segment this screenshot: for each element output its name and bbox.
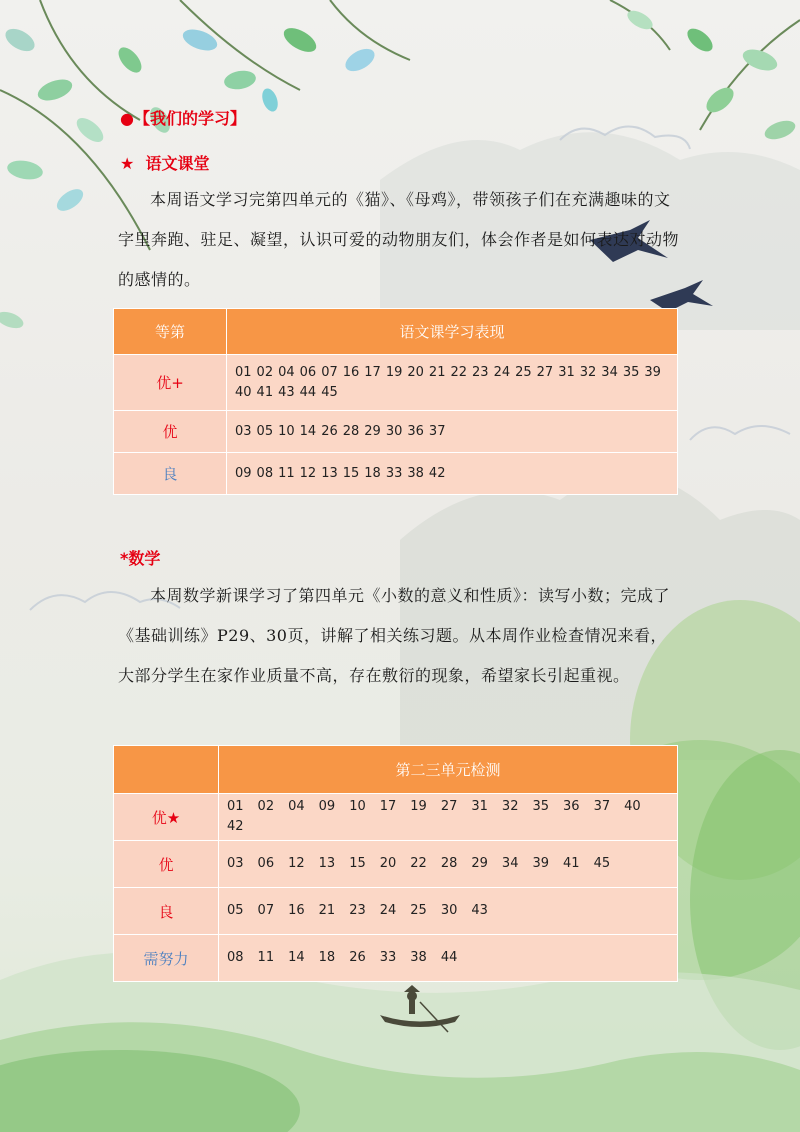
student-number: 25 bbox=[515, 364, 532, 380]
student-number: 32 bbox=[501, 799, 519, 814]
student-number: 45 bbox=[593, 856, 611, 871]
chinese-title: 语文课堂 bbox=[145, 154, 210, 173]
student-number: 26 bbox=[349, 950, 366, 965]
table-row bbox=[114, 355, 678, 411]
student-number: 37 bbox=[428, 423, 446, 439]
student-number: 40 bbox=[235, 384, 252, 400]
student-number: 03 bbox=[235, 423, 252, 439]
grade-column-header bbox=[114, 746, 219, 794]
student-number: 04 bbox=[278, 364, 295, 380]
student-number: 16 bbox=[288, 903, 305, 918]
student-number: 14 bbox=[288, 950, 305, 965]
student-number: 06 bbox=[299, 364, 317, 380]
grade-column-header: 等第 bbox=[114, 309, 227, 355]
student-number: 11 bbox=[278, 465, 295, 481]
student-number: 40 bbox=[624, 799, 641, 814]
chinese-paragraph-text: 本周语文学习完第四单元的《猫》、《母鸡》，带领孩子们在充满趣味的文字里奔跑、驻足、凝望，认识可爱的动物朋友们，体会作者是如何表达对动物的感情的。 bbox=[118, 190, 680, 289]
study-heading-text: 【我们的学习】 bbox=[133, 109, 246, 128]
student-number: 23 bbox=[349, 903, 366, 918]
branch-leaves-icon bbox=[610, 0, 800, 143]
student-number: 01 bbox=[235, 364, 252, 380]
student-number: 09 bbox=[235, 465, 252, 481]
math-title: 数学 bbox=[128, 549, 161, 568]
chinese-grade-table bbox=[113, 308, 678, 495]
grade-label: 优 bbox=[114, 841, 219, 888]
student-number: 05 bbox=[227, 903, 244, 918]
student-number: 17 bbox=[379, 799, 397, 814]
student-number: 08 bbox=[256, 465, 274, 481]
student-number: 02 bbox=[256, 364, 274, 380]
performance-column-header: 语文课学习表现 bbox=[227, 309, 678, 355]
grade-label: 良 bbox=[114, 453, 227, 495]
test-column-header: 第二三单元检测 bbox=[219, 746, 678, 794]
student-number: 27 bbox=[440, 799, 458, 814]
student-number: 02 bbox=[257, 799, 275, 814]
table-row bbox=[114, 888, 678, 935]
student-number: 22 bbox=[450, 364, 468, 380]
student-number: 04 bbox=[288, 799, 305, 814]
student-number: 28 bbox=[440, 856, 458, 871]
chinese-paragraph bbox=[118, 180, 680, 300]
student-number: 18 bbox=[364, 465, 381, 481]
student-number: 32 bbox=[579, 364, 597, 380]
bullet-dot-icon: ● bbox=[120, 109, 134, 128]
math-paragraph bbox=[118, 576, 680, 696]
grade-label: 需努力 bbox=[114, 935, 219, 982]
student-number: 13 bbox=[318, 856, 336, 871]
student-number: 42 bbox=[428, 465, 446, 481]
student-number: 09 bbox=[318, 799, 336, 814]
student-number: 16 bbox=[342, 364, 360, 380]
student-number: 19 bbox=[410, 799, 427, 814]
student-number: 24 bbox=[493, 364, 511, 380]
chinese-heading bbox=[120, 151, 210, 174]
grade-label: 优 bbox=[114, 411, 227, 453]
table-row bbox=[114, 935, 678, 982]
student-number: 35 bbox=[532, 799, 550, 814]
student-number: 41 bbox=[256, 384, 274, 400]
table-row bbox=[114, 411, 678, 453]
star-icon: ★ bbox=[120, 154, 135, 173]
student-number: 27 bbox=[536, 364, 554, 380]
student-number: 33 bbox=[379, 950, 397, 965]
student-number: 29 bbox=[471, 856, 488, 871]
student-numbers bbox=[227, 355, 678, 411]
student-number: 30 bbox=[440, 903, 458, 918]
student-number: 41 bbox=[563, 856, 580, 871]
student-numbers bbox=[227, 411, 678, 453]
math-heading bbox=[120, 546, 160, 569]
student-number: 37 bbox=[593, 799, 611, 814]
student-number: 34 bbox=[501, 856, 519, 871]
table-row bbox=[114, 841, 678, 888]
student-number: 14 bbox=[299, 423, 317, 439]
student-number: 20 bbox=[379, 856, 397, 871]
student-number: 43 bbox=[278, 384, 295, 400]
student-number: 31 bbox=[471, 799, 488, 814]
student-number: 42 bbox=[227, 819, 244, 834]
math-paragraph-text: 本周数学新课学习了第四单元《小数的意义和性质》：读写小数；完成了《基础训练》P29、30页，讲解了相关练习题。从本周作业检查情况来看，大部分学生在家作业质量不高，存在敷衍的现象，希望家长引起重视。 bbox=[118, 586, 671, 685]
student-number: 35 bbox=[622, 364, 640, 380]
asterisk-icon: * bbox=[120, 549, 129, 568]
student-number: 33 bbox=[385, 465, 403, 481]
student-number: 17 bbox=[364, 364, 381, 380]
student-number: 31 bbox=[558, 364, 575, 380]
student-number: 21 bbox=[428, 364, 446, 380]
student-number: 01 bbox=[227, 799, 244, 814]
student-number: 39 bbox=[532, 856, 550, 871]
student-number: 26 bbox=[321, 423, 338, 439]
student-numbers bbox=[219, 794, 678, 841]
student-number: 07 bbox=[321, 364, 338, 380]
student-number: 30 bbox=[385, 423, 403, 439]
student-number: 25 bbox=[410, 903, 427, 918]
student-number: 03 bbox=[227, 856, 244, 871]
student-number: 20 bbox=[407, 364, 424, 380]
student-number: 36 bbox=[563, 799, 580, 814]
study-heading bbox=[120, 106, 246, 129]
student-number: 08 bbox=[227, 950, 244, 965]
math-grade-table bbox=[113, 745, 678, 982]
student-number: 28 bbox=[342, 423, 360, 439]
student-number: 10 bbox=[349, 799, 366, 814]
table-header-row bbox=[114, 309, 678, 355]
student-numbers bbox=[227, 453, 678, 495]
student-number: 34 bbox=[601, 364, 618, 380]
student-number: 12 bbox=[288, 856, 305, 871]
student-number: 13 bbox=[321, 465, 338, 481]
student-numbers bbox=[219, 935, 678, 982]
table-header-row bbox=[114, 746, 678, 794]
student-number: 10 bbox=[278, 423, 295, 439]
student-number: 12 bbox=[299, 465, 317, 481]
student-number: 24 bbox=[379, 903, 397, 918]
grade-label: 优★ bbox=[114, 794, 219, 841]
student-number: 43 bbox=[471, 903, 488, 918]
student-number: 06 bbox=[257, 856, 275, 871]
student-number: 44 bbox=[299, 384, 317, 400]
student-number: 23 bbox=[472, 364, 489, 380]
student-number: 07 bbox=[257, 903, 275, 918]
student-number: 29 bbox=[364, 423, 381, 439]
student-number: 36 bbox=[407, 423, 424, 439]
student-number: 15 bbox=[349, 856, 366, 871]
student-number: 22 bbox=[410, 856, 427, 871]
table-row bbox=[114, 794, 678, 841]
student-number: 44 bbox=[440, 950, 458, 965]
student-number: 11 bbox=[257, 950, 275, 965]
student-number: 39 bbox=[644, 364, 661, 380]
student-number: 38 bbox=[407, 465, 424, 481]
student-number: 15 bbox=[342, 465, 360, 481]
student-numbers bbox=[219, 888, 678, 935]
student-number: 19 bbox=[385, 364, 403, 380]
student-number: 45 bbox=[321, 384, 338, 400]
table-row bbox=[114, 453, 678, 495]
student-number: 38 bbox=[410, 950, 427, 965]
student-number: 05 bbox=[256, 423, 274, 439]
grade-label: 良 bbox=[114, 888, 219, 935]
student-numbers bbox=[219, 841, 678, 888]
grade-label: 优+ bbox=[114, 355, 227, 411]
student-number: 21 bbox=[318, 903, 336, 918]
student-number: 18 bbox=[318, 950, 336, 965]
